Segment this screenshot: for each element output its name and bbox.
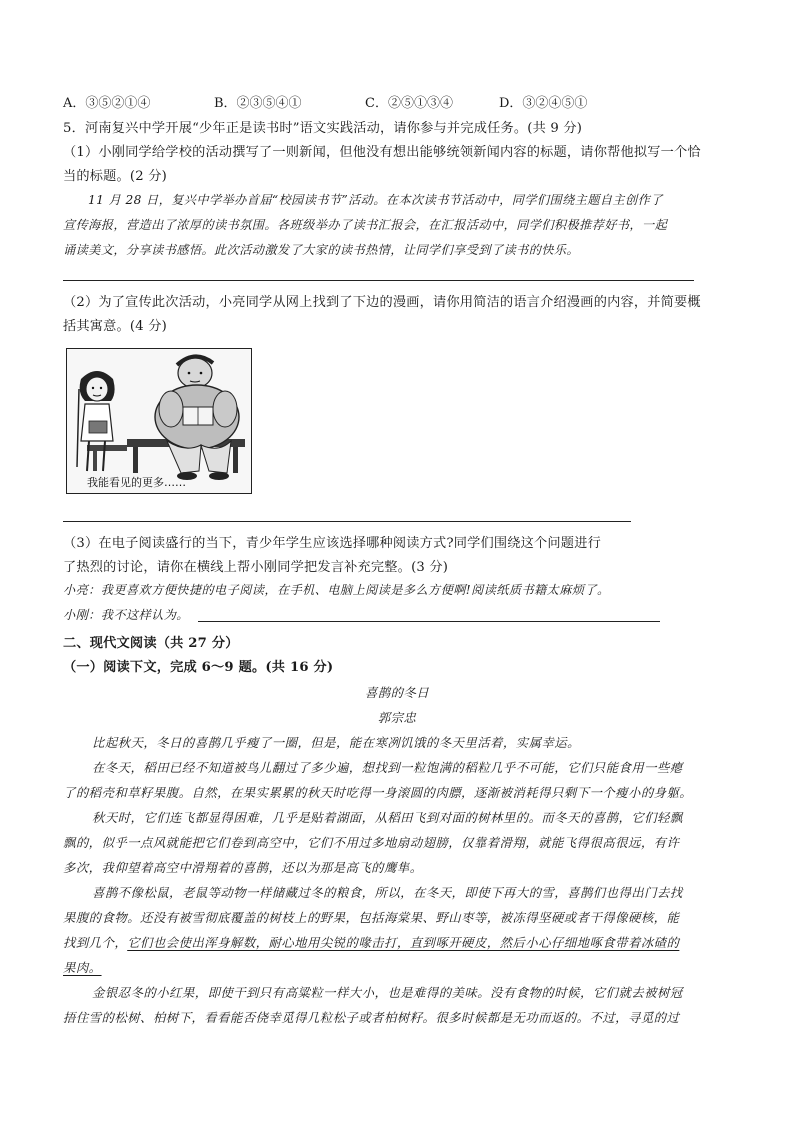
paragraph-3-line-3: 多次，我仰望着高空中滑翔着的喜鹊，还以为那是高飞的鹰隼。: [63, 860, 423, 875]
paragraph-4-underlined-cont: 果肉。: [63, 960, 102, 975]
article-author: 郭宗忠: [377, 710, 417, 725]
answer-line-xiaogang[interactable]: [198, 621, 660, 622]
question-5-1-text: （1）小刚同学给学校的活动撰写了一则新闻，但他没有想出能够统领新闻内容的标题，请你帮他拟写一个恰: [63, 145, 701, 160]
paragraph-2-line-2: 了的稻壳和草籽果腹。自然，在果实累累的秋天时吃得一身滚圆的肉膘，逐渐被消耗得只剩下一个瘦小的身躯。: [63, 785, 693, 800]
option-d[interactable]: D．③②④⑤①: [499, 96, 588, 111]
xiaoliang-statement: 小亮：我更喜欢方便快捷的电子阅读，在手机、电脑上阅读是多么方便啊!阅读纸质书籍太麻烦了。: [63, 583, 610, 597]
news-line-2: 宣传海报，营造出了浓厚的读书氛围。各班级举办了读书汇报会，在汇报活动中，同学们积极推荐好书，一起: [63, 218, 668, 232]
comic-caption: 我能看见的更多……: [87, 476, 186, 489]
question-5-1-text-cont: 当的标题。(2 分): [63, 169, 167, 184]
paragraph-5-line-1: 金银忍冬的小红果，即使干到只有高粱粒一样大小，也是难得的美味。没有食物的时候，它们就去被树冠: [92, 985, 683, 1000]
article-title: 喜鹊的冬日: [364, 685, 430, 700]
paragraph-4-underlined-sentence: 它们也会使出浑身解数，耐心地用尖锐的喙击打，直到啄开硬皮，然后小心仔细地啄食带着冰碴的: [127, 935, 680, 950]
answer-line-comic[interactable]: [63, 521, 631, 522]
paragraph-3-line-2: 飘的，似乎一点风就能把它们卷到高空中，它们不用过多地扇动翅膀，仅靠着滑翔，就能飞得很高很远，有许: [63, 835, 680, 850]
paragraph-4-line-1: 喜鹊不像松鼠，老鼠等动物一样储藏过冬的粮食，所以，在冬天，即使下再大的雪，喜鹊们也得出门去找: [92, 885, 683, 900]
xiaogang-statement: 小刚：我不这样认为。: [63, 608, 189, 622]
paragraph-4-line-3: [63, 933, 679, 951]
paragraph-4-line-2: 果腹的食物。还没有被雪彻底覆盖的树枝上的野果，包括海棠果、野山枣等，被冻得坚硬或者干得像硬核，能: [63, 910, 680, 925]
question-5-3-text: （3）在电子阅读盛行的当下，青少年学生应该选择哪种阅读方式?同学们围绕这个问题进行: [63, 536, 601, 551]
option-a[interactable]: A．③⑤②①④: [63, 96, 151, 111]
answer-line-headline[interactable]: [63, 280, 694, 281]
option-b[interactable]: B．②③⑤④①: [214, 96, 302, 111]
paragraph-5-line-2: 捂住雪的松树、柏树下，看看能否侥幸觅得几粒松子或者柏树籽。很多时候都是无功而返的。不过，寻觅的过: [63, 1010, 680, 1025]
comic-image: [66, 348, 252, 494]
question-5-2-text-cont: 括其寓意。(4 分): [63, 319, 167, 334]
paragraph-2-line-1: 在冬天，稻田已经不知道被鸟儿翻过了多少遍，想找到一粒饱满的稻粒几乎不可能，它们只能食用一些瘪: [92, 760, 683, 775]
section-2-heading: 二、现代文阅读（共 27 分）: [63, 636, 239, 651]
news-line-1: 11 月 28 日，复兴中学举办首届“校园读书节”活动。在本次读书节活动中，同学们围绕主题自主创作了: [88, 193, 663, 207]
option-c[interactable]: C．②⑤①③④: [365, 96, 453, 111]
paragraph-4-plain-text: 找到几个，: [63, 935, 128, 950]
news-line-3: 诵读美文，分享读书感悟。此次活动激发了大家的读书热情，让同学们享受到了读书的快乐。: [63, 243, 580, 257]
section-2-sub-heading: （一）阅读下文，完成 6～9 题。(共 16 分): [63, 660, 334, 675]
question-5-3-text-cont: 了热烈的讨论，请你在横线上帮小刚同学把发言补充完整。(3 分): [63, 560, 449, 575]
question-5-title: 5．河南复兴中学开展“少年正是读书时”语文实践活动，请你参与并完成任务。(共 9 分): [63, 121, 583, 136]
paragraph-3-line-1: 秋天时，它们连飞都显得困难，几乎是贴着湖面，从稻田飞到对面的树林里的。而冬天的喜鹊，它们轻飘: [92, 810, 683, 825]
question-5-2-text: （2）为了宣传此次活动，小亮同学从网上找到了下边的漫画，请你用简洁的语言介绍漫画的内容，并简要概: [63, 295, 701, 310]
paragraph-1: 比起秋天，冬日的喜鹊几乎瘦了一圈，但是，能在寒冽饥饿的冬天里活着，实属幸运。: [92, 735, 580, 750]
